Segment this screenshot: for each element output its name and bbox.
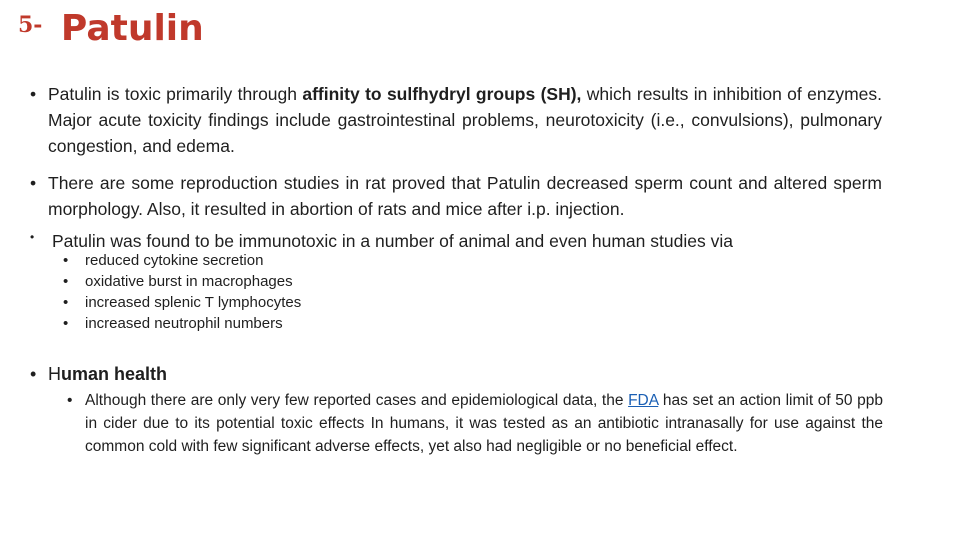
bullet-text: Patulin is toxic primarily through affinity to sulfhydryl groups (SH), which results in inhibition of enzymes. Major acute toxicity findings include gastrointestinal problems, neurotoxicity (i.e., convulsions), pulmonary congestion, and edema. [48, 84, 883, 156]
list-item: • increased splenic T lymphocytes [63, 294, 302, 311]
bullet-fda [67, 389, 883, 458]
bullet-icon: • [63, 294, 69, 311]
bullet-icon: • [30, 230, 35, 244]
list-item: • oxidative burst in macrophages [63, 273, 293, 290]
bullet-human-health [30, 361, 882, 387]
slide-number: 5- [18, 12, 43, 38]
fda-link[interactable]: FDA [628, 392, 659, 409]
bullet-text: Although there are only very few reported cases and epidemiological data, the FDA has set an action limit of 50 ppb in cider due to its potential toxic effects In humans, it was tested as an antibiotic intranasally for use against the common cold with few significant adverse effects, yet also had negligible or no beneficial effect. [85, 392, 883, 455]
bullet-icon: • [63, 252, 69, 269]
immunotoxic-sublist [63, 250, 301, 334]
list-item: • increased neutrophil numbers [63, 315, 283, 332]
page-title: Patulin [60, 8, 204, 49]
bullet-reproduction [30, 170, 882, 222]
bullet-text: Patulin was found to be immunotoxic in a number of animal and even human studies via [52, 231, 733, 251]
slide-title [18, 8, 204, 49]
bullet-text: There are some reproduction studies in rat proved that Patulin decreased sperm count and altered sperm morphology. Also, it resulted in abortion of rats and mice after i.p. injection. [48, 173, 882, 219]
bullet-icon: • [63, 273, 69, 290]
bullet-icon: • [30, 364, 37, 384]
bullet-toxicity [30, 81, 882, 159]
bold-phrase: affinity to sulfhydryl groups (SH), [302, 84, 582, 104]
bullet-icon: • [63, 315, 69, 332]
list-item: • reduced cytokine secretion [63, 252, 264, 269]
bullet-icon: • [67, 392, 73, 409]
bullet-icon: • [30, 84, 37, 104]
bullet-icon: • [30, 173, 37, 193]
section-heading: Human health [48, 364, 168, 384]
